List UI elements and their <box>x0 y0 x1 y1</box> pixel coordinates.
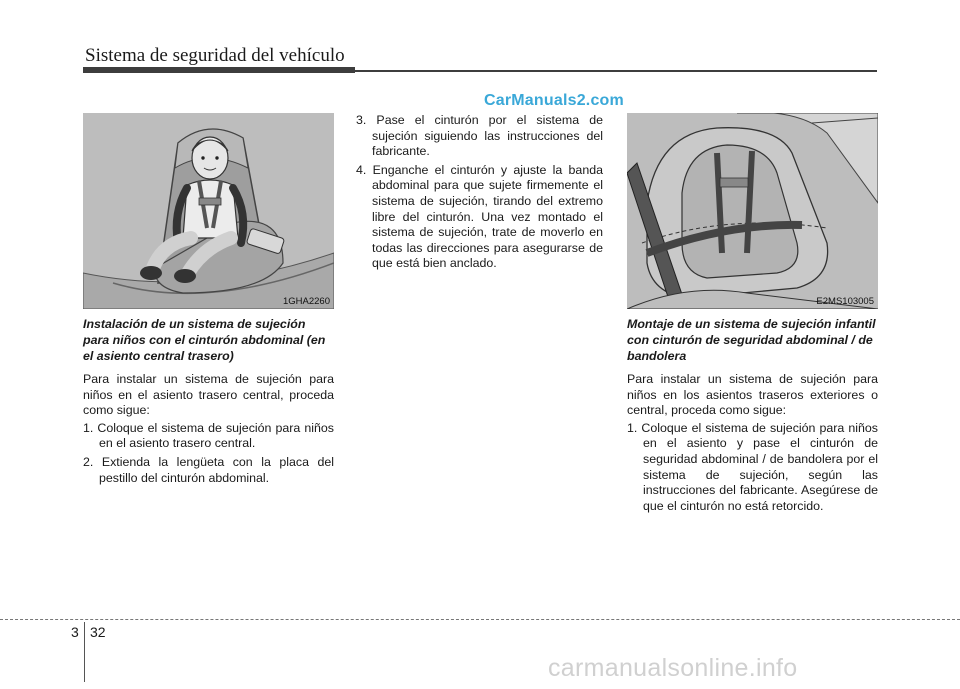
seatbelt-drawing <box>627 113 878 309</box>
child-seat-drawing <box>83 113 334 309</box>
step-3: 3. Pase el cinturón por el sistema de sujeción siguiendo las instrucciones del fabricante. <box>356 113 603 159</box>
middle-column <box>356 113 603 275</box>
right-column <box>627 316 878 517</box>
child-seat-illustration <box>83 113 334 309</box>
intro-paragraph: Para instalar un sistema de sujeción para niños en el asiento trasero central, proceda como sigue: <box>83 372 334 418</box>
step-1: 1. Coloque el sistema de sujeción para niños en el asiento y pase el cinturón de seguridad abdominal / de bandolera por el sistema de sujeción, según las instrucciones del fabricante. Asegúrese de que el cinturón no está retorcido. <box>627 420 878 513</box>
page-number: 32 <box>90 624 106 640</box>
section-number: 3 <box>71 624 79 640</box>
seatbelt-child-seat-illustration <box>627 113 878 309</box>
page-header-title: Sistema de seguridad del vehículo <box>85 45 345 66</box>
footer-rule <box>0 619 960 620</box>
intro-paragraph: Para instalar un sistema de sujeción para niños en los asientos traseros exteriores o central, proceda como sigue: <box>627 372 878 418</box>
header-rule <box>355 70 877 72</box>
figure-caption: Instalación de un sistema de sujeción para niños con el cinturón abdominal (en el asiento central trasero) <box>83 317 326 363</box>
figure-code: 1GHA2260 <box>282 296 330 307</box>
site-watermark: carmanualsonline.info <box>548 654 798 682</box>
watermark-link[interactable]: CarManuals2.com <box>484 92 624 109</box>
header-bar <box>83 67 355 73</box>
figure-caption: Montaje de un sistema de sujeción infantil con cinturón de seguridad abdominal / de bandolera <box>627 317 876 363</box>
step-4: 4. Enganche el cinturón y ajuste la banda abdominal para que sujete firmemente el sistema de sujeción, tirando del extremo libre del cinturón. Una vez montado el sistema de sujeción, trate de moverlo en todas las direcciones para asegurarse de que está bien anclado. <box>356 162 603 271</box>
left-column <box>83 316 334 489</box>
step-1: 1. Coloque el sistema de sujeción para niños en el asiento trasero central. <box>83 420 334 451</box>
figure-code: E2MS103005 <box>816 296 874 307</box>
step-2: 2. Extienda la lengüeta con la placa del pestillo del cinturón abdominal. <box>83 454 334 485</box>
footer-divider <box>84 622 85 682</box>
